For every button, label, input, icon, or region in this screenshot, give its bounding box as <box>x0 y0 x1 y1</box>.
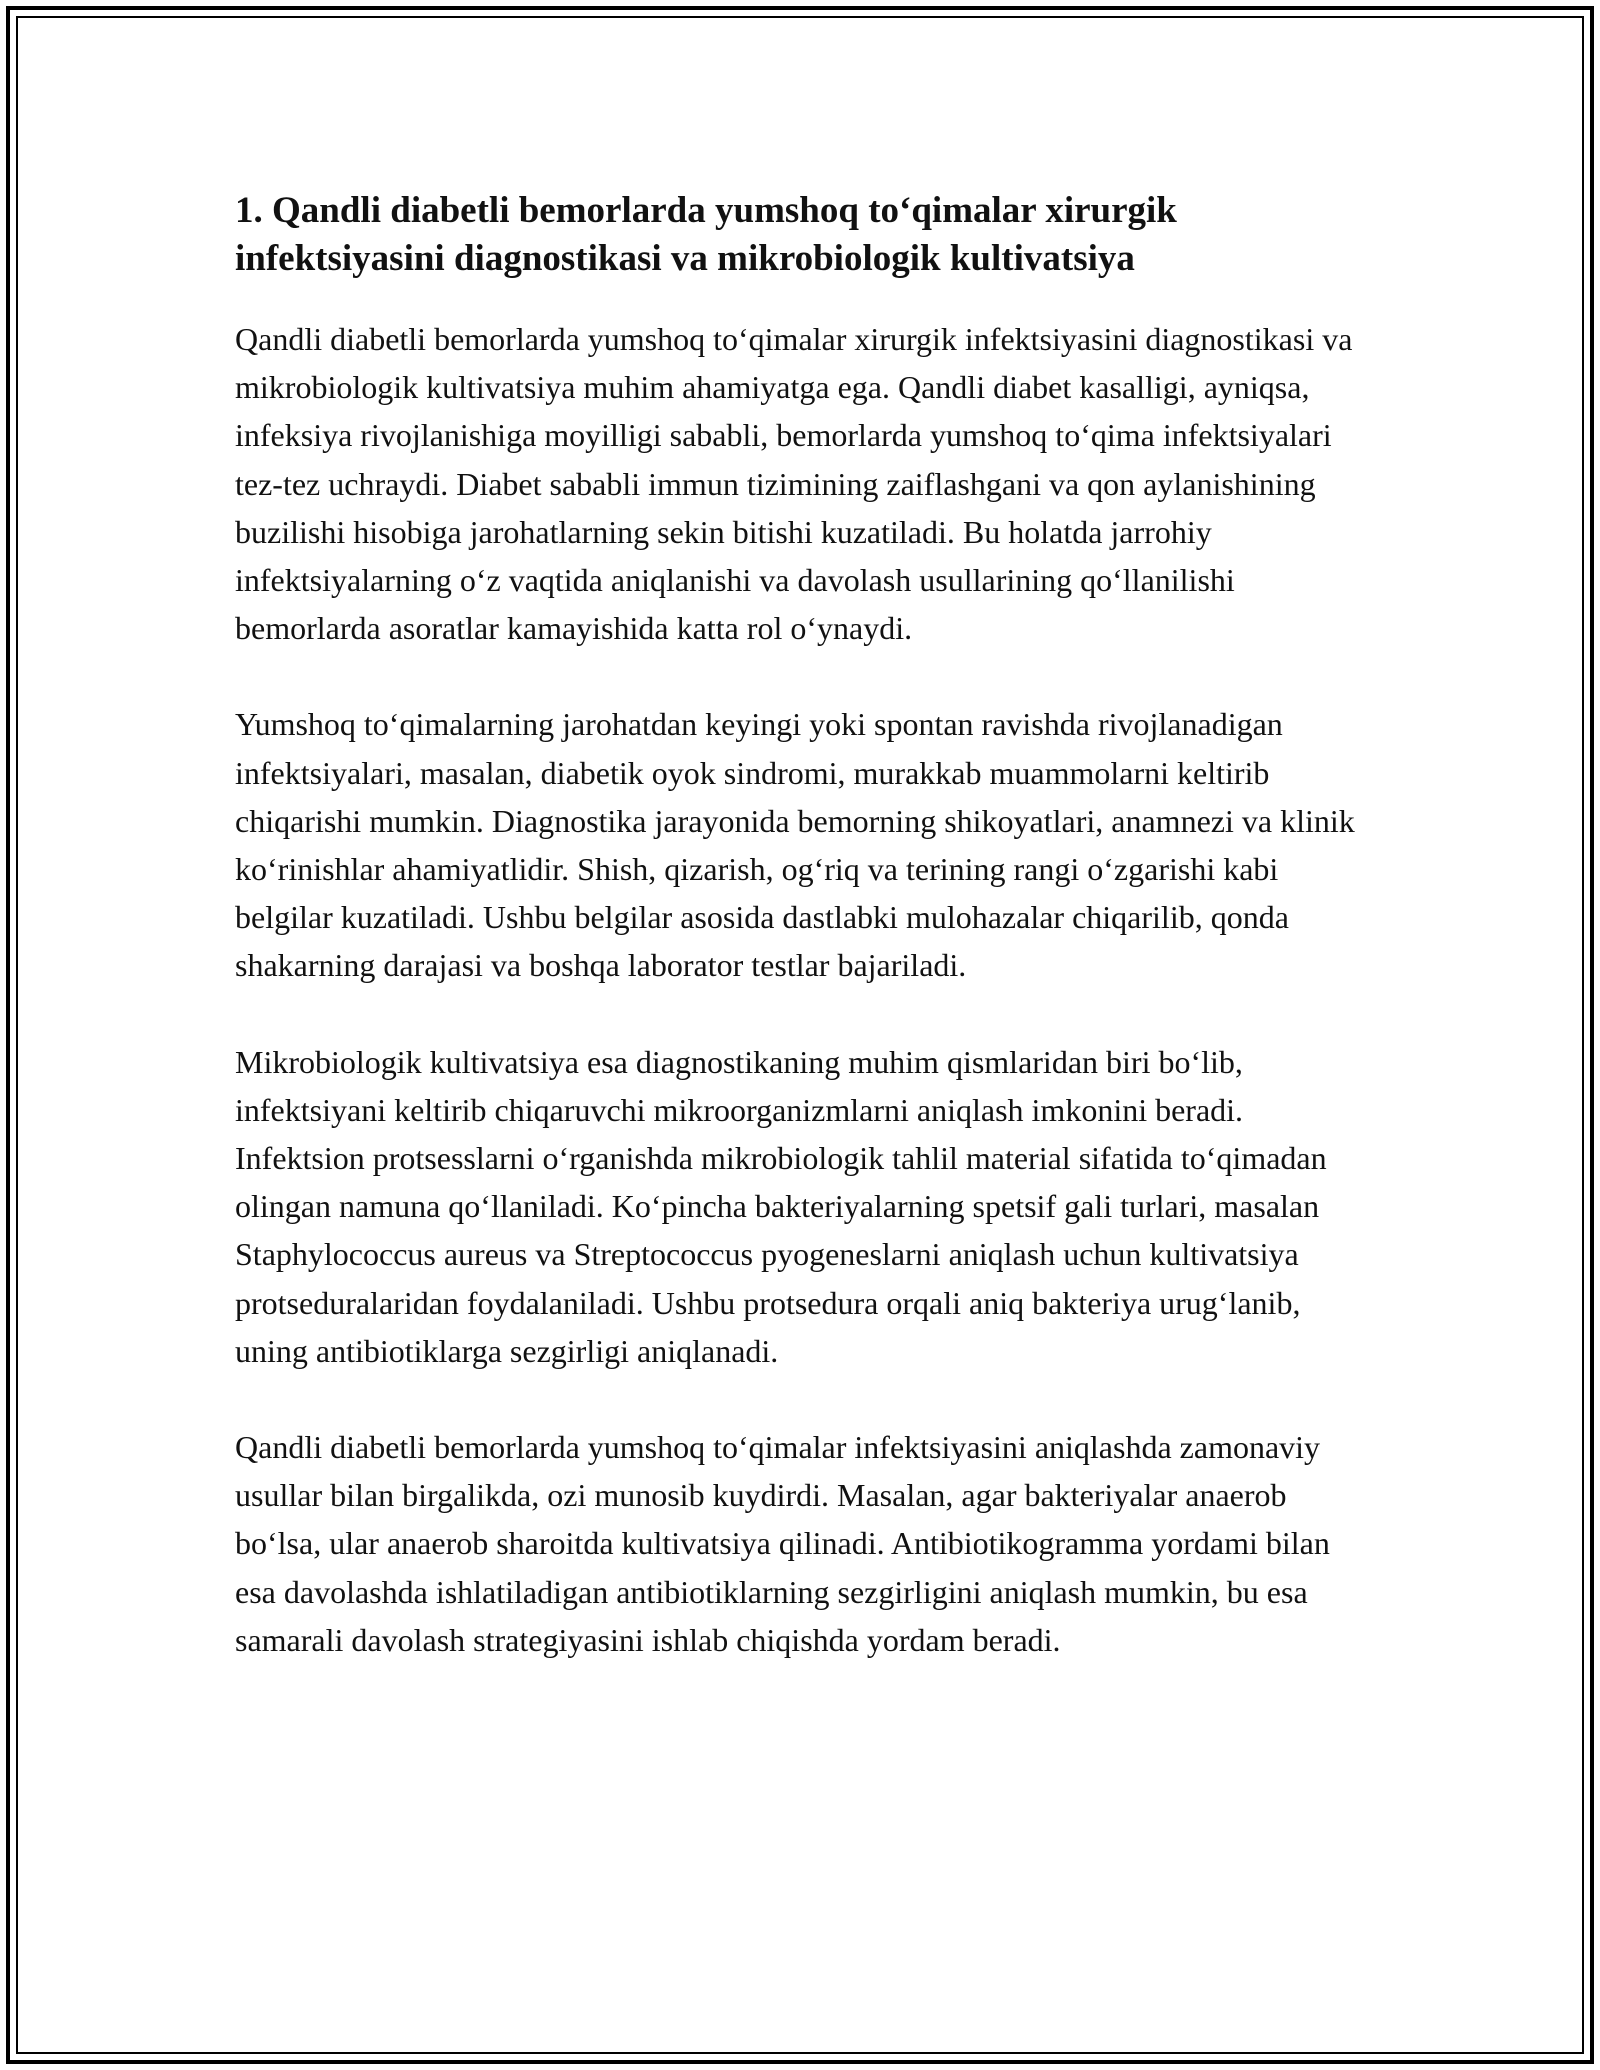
paragraph-4: Qandli diabetli bemorlarda yumshoq to‘qimalar infektsiyasini aniqlashda zamonaviy usullar bilan birgalikda, ozi munosib kuydirdi. Masalan, agar bakteriyalar anaerob bo‘lsa, ular anaerob sharoitda kultivatsiya qilinadi. Antibiotikogramma yordami bilan esa davolashda ishlatiladigan antibiotiklarning sezgirligini aniqlash mumkin, bu esa samarali davolash strategiyasini ishlab chiqishda yordam beradi. <box>235 1429 1330 1658</box>
section-heading: 1. Qandli diabetli bemorlarda yumshoq to‘qimalar xirurgik infektsiyasini diagnostikasi va mikrobiologik kultivatsiya <box>235 190 1177 279</box>
paragraph-3: Mikrobiologik kultivatsiya esa diagnostikaning muhim qismlaridan biri bo‘lib, infektsiyani keltirib chiqaruvchi mikroorganizmlarni aniqlash imkonini beradi. Infektsion protsesslarni o‘rganishda mikrobiologik tahlil material sifatida to‘qimadan olingan namuna qo‘llaniladi. Ko‘pincha bakteriyalarning spetsif gali turlari, masalan Staphylococcus aureus va Streptococcus pyogeneslarni aniqlash uchun kultivatsiya protseduralaridan foydalaniladi. Ushbu protsedura orqali aniq bakteriya urug‘lanib, uning antibiotiklarga sezgirligi aniqlanadi. <box>235 1043 1327 1369</box>
paragraph-1: Qandli diabetli bemorlarda yumshoq to‘qimalar xirurgik infektsiyasini diagnostikasi va mikrobiologik kultivatsiya muhim ahamiyatga ega. Qandli diabet kasalligi, ayniqsa, infeksiya rivojlanishiga moyilligi sababli, bemorlarda yumshoq to‘qima infektsiyalari tez-tez uchraydi. Diabet sababli immun tizimining zaiflashgani va qon aylanishining buzilishi hisobiga jarohatlarning sekin bitishi kuzatiladi. Bu holatda jarrohiy infektsiyalarning o‘z vaqtida aniqlanishi va davolash usullarining qo‘llanilishi bemorlarda asoratlar kamayishida katta rol o‘ynaydi. <box>235 321 1353 647</box>
paragraph-2: Yumshoq to‘qimalarning jarohatdan keyingi yoki spontan ravishda rivojlanadigan infektsiyalari, masalan, diabetik oyok sindromi, murakkab muammolarni keltirib chiqarishi mumkin. Diagnostika jarayonida bemorning shikoyatlari, anamnezi va klinik ko‘rinishlar ahamiyatlidir. Shish, qizarish, og‘riq va terining rangi o‘zgarishi kabi belgilar kuzatiladi. Ushbu belgilar asosida dastlabki mulohazalar chiqarilib, qonda shakarning darajasi va boshqa laborator testlar bajariladi. <box>235 706 1355 984</box>
document-body <box>235 187 1365 1712</box>
